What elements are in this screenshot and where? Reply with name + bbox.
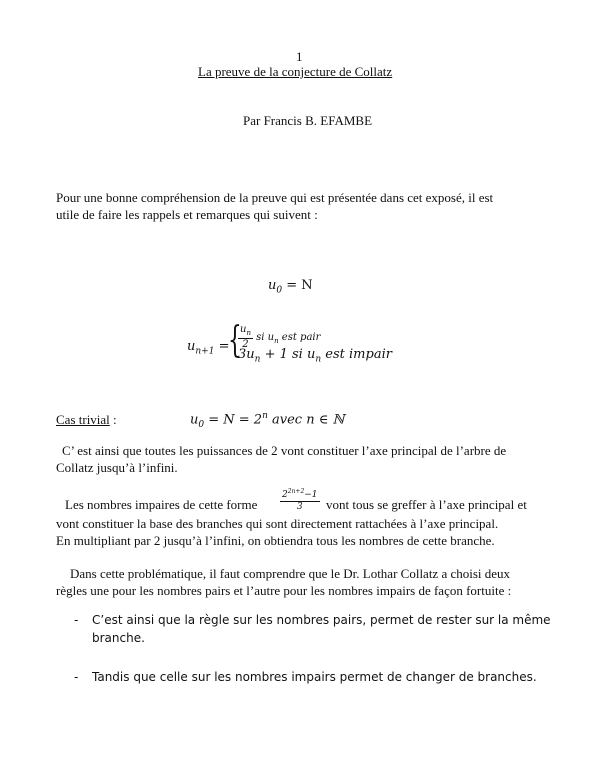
para2-frac-den: 3 bbox=[296, 502, 303, 512]
u0-symbol: u bbox=[268, 278, 277, 293]
u0-subscript: 0 bbox=[276, 285, 283, 296]
formula-recurrence-lhs bbox=[187, 339, 229, 357]
recurrence-case-odd bbox=[238, 347, 392, 365]
para2-frac-exp: 2n+2 bbox=[287, 488, 305, 495]
case-even-cond: si u bbox=[252, 332, 275, 343]
para2-frac-base: 2 bbox=[282, 490, 288, 500]
para2-line-1-before: Les nombres impaires de cette forme bbox=[65, 497, 258, 512]
para2-fraction bbox=[280, 489, 320, 512]
trivial-avec: avec n ∈ ℕ bbox=[267, 412, 345, 428]
case-even-num-sub: n bbox=[246, 329, 251, 337]
para1-line-1: C’ est ainsi que toutes les puissances de 2 vont constituer l’axe principal de l’arbre de bbox=[62, 443, 507, 458]
para2-line-1-after: vont tous se greffer à l’axe principal et bbox=[326, 497, 527, 512]
bullet-1-line-2: branche. bbox=[92, 631, 145, 645]
un1-subscript: n+1 bbox=[195, 346, 215, 357]
author-line: Par Francis B. EFAMBE bbox=[243, 113, 373, 128]
u0-rhs: = N bbox=[282, 278, 313, 293]
case-odd-plus: + 1 si u bbox=[260, 347, 316, 362]
case-even-cond-end: est pair bbox=[278, 332, 321, 343]
trivial-label bbox=[56, 412, 117, 428]
trivial-eq: = N = 2 bbox=[204, 412, 263, 428]
intro-line-1: Pour une bonne compréhension de la preuve qui est présentée dans cet exposé, il est bbox=[56, 190, 494, 205]
para2-line-2: vont constituer la base des branches qui sont directement rattachées à l’axe principal. bbox=[56, 516, 499, 531]
trivial-u: u bbox=[190, 412, 199, 428]
case-even-cond-sub: n bbox=[274, 337, 279, 345]
case-odd-expr: 3u bbox=[238, 347, 255, 362]
recurrence-brace: { bbox=[228, 320, 242, 361]
para3-line-1: Dans cette problématique, il faut comprendre que le Dr. Lothar Collatz a choisi deux bbox=[70, 566, 511, 581]
trivial-exp: n bbox=[262, 411, 268, 421]
case-odd-sub: n bbox=[315, 354, 322, 365]
trivial-colon: : bbox=[109, 412, 117, 427]
formula-u0 bbox=[268, 278, 313, 296]
page-number: 1 bbox=[296, 49, 303, 64]
para2-frac-minus: −1 bbox=[304, 490, 318, 500]
un1-equals: = bbox=[214, 339, 230, 354]
bullet-2-line-1: Tandis que celle sur les nombres impairs permet de changer de branches. bbox=[92, 670, 537, 684]
trivial-u-sub: 0 bbox=[198, 419, 205, 430]
para1-line-2: Collatz jusqu’à l’infini. bbox=[56, 460, 178, 475]
case-odd-expr-sub: n bbox=[254, 354, 261, 365]
para2-line-3: En multipliant par 2 jusqu’à l’infini, on obtiendra tous les nombres de cette branche. bbox=[56, 533, 495, 548]
trivial-formula bbox=[190, 411, 344, 430]
case-odd-end: est impair bbox=[321, 347, 392, 362]
document-title: La preuve de la conjecture de Collatz bbox=[198, 64, 393, 79]
bullet-2-dash: - bbox=[74, 670, 79, 684]
intro-line-2: utile de faire les rappels et remarques qui suivent : bbox=[56, 207, 318, 222]
bullet-1-dash: - bbox=[74, 613, 79, 627]
para3-line-2: règles une pour les nombres pairs et l’autre pour les nombres impairs de façon fortuite : bbox=[56, 583, 512, 598]
bullet-1-line-1: C’est ainsi que la règle sur les nombres pairs, permet de rester sur la même bbox=[92, 613, 551, 627]
un1-symbol: u bbox=[187, 339, 196, 354]
case-even-den: 2 bbox=[242, 339, 249, 350]
trivial-label-text: Cas trivial bbox=[56, 412, 110, 427]
case-even-num: u bbox=[240, 324, 247, 335]
